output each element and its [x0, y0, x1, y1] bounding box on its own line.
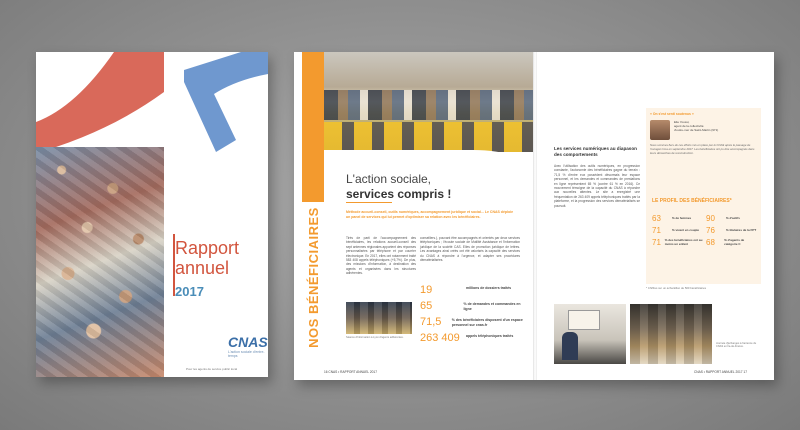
coral-shape-top	[36, 52, 164, 150]
stat-number: 71,5	[420, 316, 442, 328]
profile-item	[706, 214, 758, 223]
stat-label: millions de dossiers traités	[466, 286, 512, 290]
photo-caption: Séance d'information à Lyon d'agents adhérentes.	[346, 336, 404, 339]
testimonial-portrait	[650, 120, 670, 140]
profile-number: 71	[652, 238, 661, 247]
title-line-1: Rapport	[175, 238, 240, 258]
chapter-label	[302, 202, 324, 352]
profile-label: % des bénéficiaires ont au moins un enfant	[664, 237, 703, 246]
profile-label: % de femmes	[672, 215, 692, 220]
stat-number: 263 409	[420, 332, 460, 344]
page-number-right: CNAS • RAPPORT ANNUEL 2017 17	[694, 370, 747, 374]
cover-year: 2017	[175, 284, 204, 299]
report-cover	[36, 52, 268, 377]
stat-label: % de demandes et commandes en ligne	[463, 302, 521, 311]
intro-paragraph: Méthode accueil-conseil, outils numériques, accompagnement juridique et social... Le CNAS déploie un panel de services qui lui permet d'optimiser sa relation avec les bénéficiaires.	[346, 210, 514, 219]
hero-curve	[324, 150, 533, 172]
testimonial-text: Nous sommes fiers de ces efforts mis en place par le CNAS après le passage de l'ouragan Irma en septembre 2017. Les bénéficiaires ont pu être accompagnés dans leurs démarches de reconstruction.	[650, 143, 755, 155]
profile-label: % d'agents de catégorie C	[724, 237, 745, 246]
profile-item	[706, 226, 758, 235]
event-photo	[630, 304, 712, 364]
profile-label: % titulaires de la FPT	[726, 227, 757, 232]
profile-title: LE PROFIL DES BÉNÉFICIAIRES*	[652, 198, 732, 204]
profile-label: % d'actifs	[726, 215, 740, 220]
cover-footer: Pour les agents de service public local	[186, 367, 238, 371]
right-photo-caption: Journée d'échanges à l'antenne du CNAS en Île-de-France.	[716, 342, 757, 349]
stat-item	[420, 300, 526, 312]
profile-item	[652, 226, 704, 235]
spread-fold	[533, 52, 537, 380]
profile-number: 71	[652, 226, 661, 235]
profile-number: 68	[706, 238, 715, 247]
crowd-photo	[36, 147, 164, 377]
testimonial-author: Elie Youssi, agent de la collectivité d'outre-mer de Saint-Martin (971)	[674, 120, 719, 132]
headline-rule	[346, 202, 392, 203]
profile-item	[652, 238, 704, 247]
section-title: Les services numériques au diapason des comportements	[554, 146, 637, 157]
profile-item	[706, 238, 758, 247]
hero-photo	[324, 52, 533, 152]
profile-label: % vivent en couple	[672, 227, 700, 232]
body-column-2: conseillers.), pouvant être accompagnés et orientés par deux services téléphoniques ; l'écoute sociale de Mutilité Assistance et l'information juridique de la société CAS. Elles de promotion juridique de lettres. Les avantages ainsi créés ont été valorisés la capacité des services du CNAS à répondre à l'urgence, et adapter ses procédures dématérialisées.	[420, 236, 520, 263]
right-body-text: Avec l'utilisation des outils numériques, en progression constante, l'autonomie des bénéficiaires gagne du terrain : 71,5 % d'entre eux possèdent désormais leur espace personnel, et les demandes et commandes de prestations en ligne représentent 65 % (contre 61 % en 2016). Ce mouvement témoigne de la capacité du CNAS à répondre aux nouvelles attentes. Le site a enregistré une fréquentation de 263 409 appels téléphoniques traités par la plateforme, et la progression des services dématérialisés se poursuit.	[554, 164, 640, 208]
key-figures	[420, 284, 526, 348]
logo-wordmark: CNAS	[228, 334, 268, 350]
logo-tagline: L'action sociale d'entre-temps	[228, 350, 265, 358]
report-spread	[294, 52, 774, 380]
profile-number: 63	[652, 214, 661, 223]
profile-column-right	[706, 214, 758, 250]
poster-photo	[554, 304, 626, 364]
chapter-text: NOS BÉNÉFICIAIRES	[305, 206, 321, 348]
stat-item	[420, 316, 526, 328]
body-column-1: Tirés de parti de l'accompagnement des bénéficiaires, les relations accueil-conseil des sept antennes régionales apportent des réponses personnalisées par téléphone et par courrier électronique. En 2017, elles ont notamment traité 583 408 appels téléphoniques (+5,7%). De plus, des missions d'information, à destination des agents et organisées dans les structures adhérentes.	[346, 236, 416, 276]
stat-number: 65	[420, 300, 433, 312]
stat-label: % des bénéficiaires disposent d'un espace personnel sur cnas.fr	[451, 318, 523, 327]
headline-line-1: L'action sociale,	[346, 172, 432, 186]
cnas-logo	[228, 334, 268, 358]
stat-item	[420, 332, 526, 344]
meeting-photo	[346, 302, 412, 334]
profile-column-left	[652, 214, 704, 250]
profile-number: 90	[706, 214, 715, 223]
title-line-2: annuel	[175, 258, 230, 278]
profile-item	[652, 214, 704, 223]
stat-label: appels téléphoniques traités	[466, 334, 514, 338]
testimonial-title: « On s'est senti soutenus »	[650, 112, 694, 116]
blue-chevron-shape	[184, 52, 268, 152]
cover-title	[175, 238, 239, 278]
headline-line-2: services compris !	[346, 187, 452, 201]
stat-number: 19	[420, 284, 433, 296]
chapter-band	[302, 52, 324, 202]
profile-number: 76	[706, 226, 715, 235]
profile-footnote: * Chiffres sur un échantillon de 500 bénéficiaires	[646, 286, 706, 290]
stat-item	[420, 284, 526, 296]
page-number-left: 16 CNAS • RAPPORT ANNUEL 2017	[324, 370, 377, 374]
beneficiary-profile-box	[646, 192, 761, 284]
